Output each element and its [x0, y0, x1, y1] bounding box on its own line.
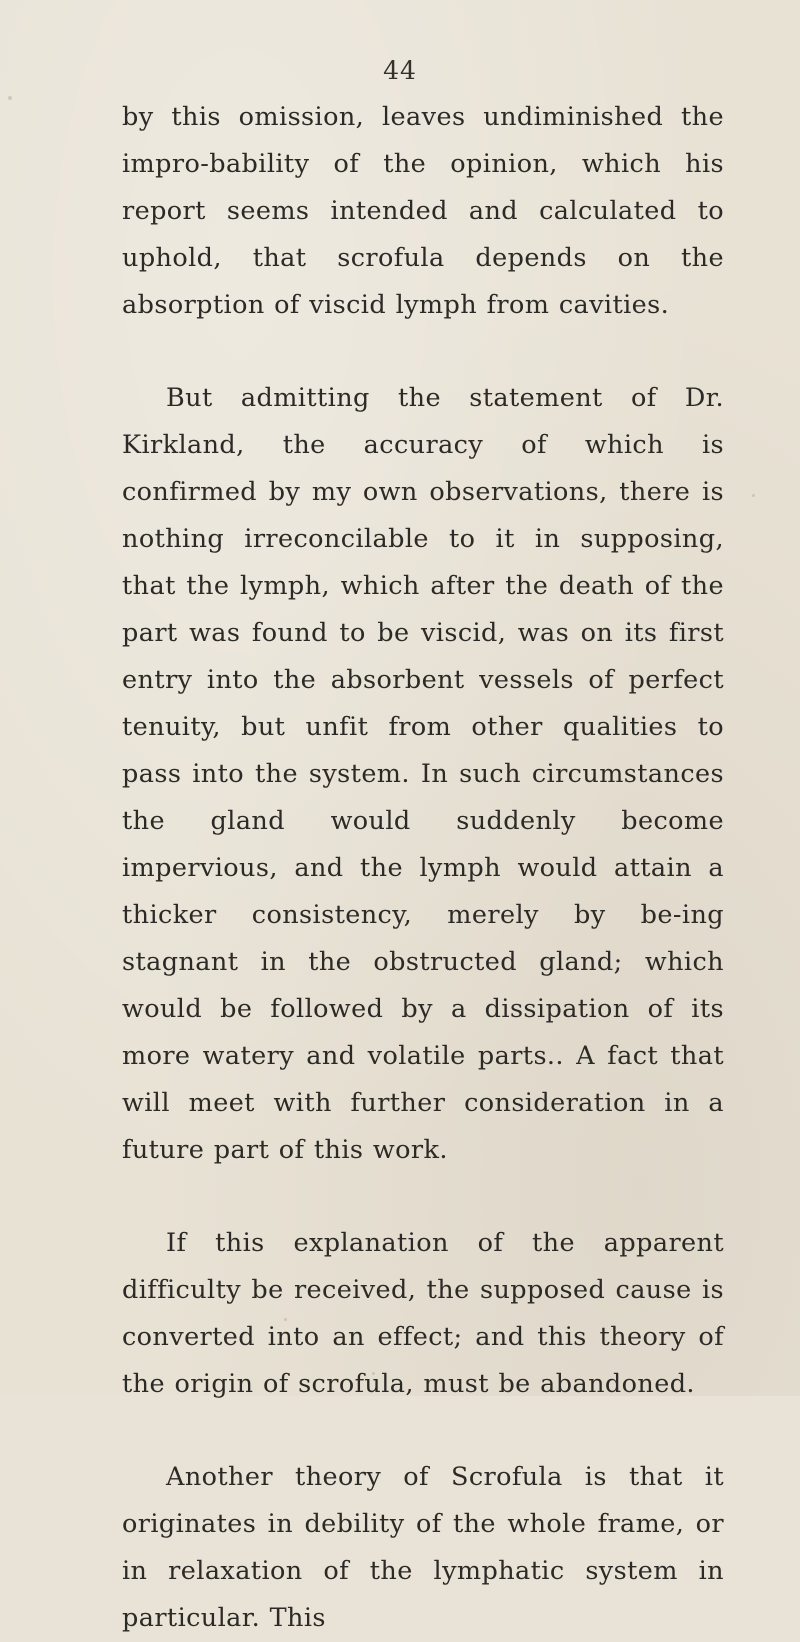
paragraph-3: If this explanation of the apparent difficulty be received, the supposed cause is converted into an effect; and this theory of the origin of scrofula, must be abandoned.: [122, 1228, 724, 1399]
body-text: [122, 94, 724, 1642]
paper-speck: [8, 96, 12, 100]
paragraph-1: by this omission, leaves undiminished the impro-bability of the opinion, which his report seems intended and calculated to uphold, that scrofula depends on the absorption of viscid lymph from cavities.: [122, 102, 724, 320]
paragraph-2: But admitting the statement of Dr. Kirkland, the accuracy of which is confirmed by my own observations, there is nothing irreconcilable to it in supposing, that the lymph, which after the death of the part was found to be viscid, was on its first entry into the absorbent vessels of perfect tenuity, but unfit from other qualities to pass into the system. In such circumstances the gland would suddenly become impervious, and the lymph would attain a thicker consistency, merely by be-ing stagnant in the obstructed gland; which would be followed by a dissipation of its more watery and volatile parts.. A fact that will meet with further consideration in a future part of this work.: [122, 383, 724, 1165]
paper-speck: [752, 494, 755, 497]
paragraph-4: Another theory of Scrofula is that it originates in debility of the whole frame, or in relaxation of the lymphatic system in particular. This: [122, 1462, 724, 1633]
page-number: 44: [383, 56, 417, 85]
